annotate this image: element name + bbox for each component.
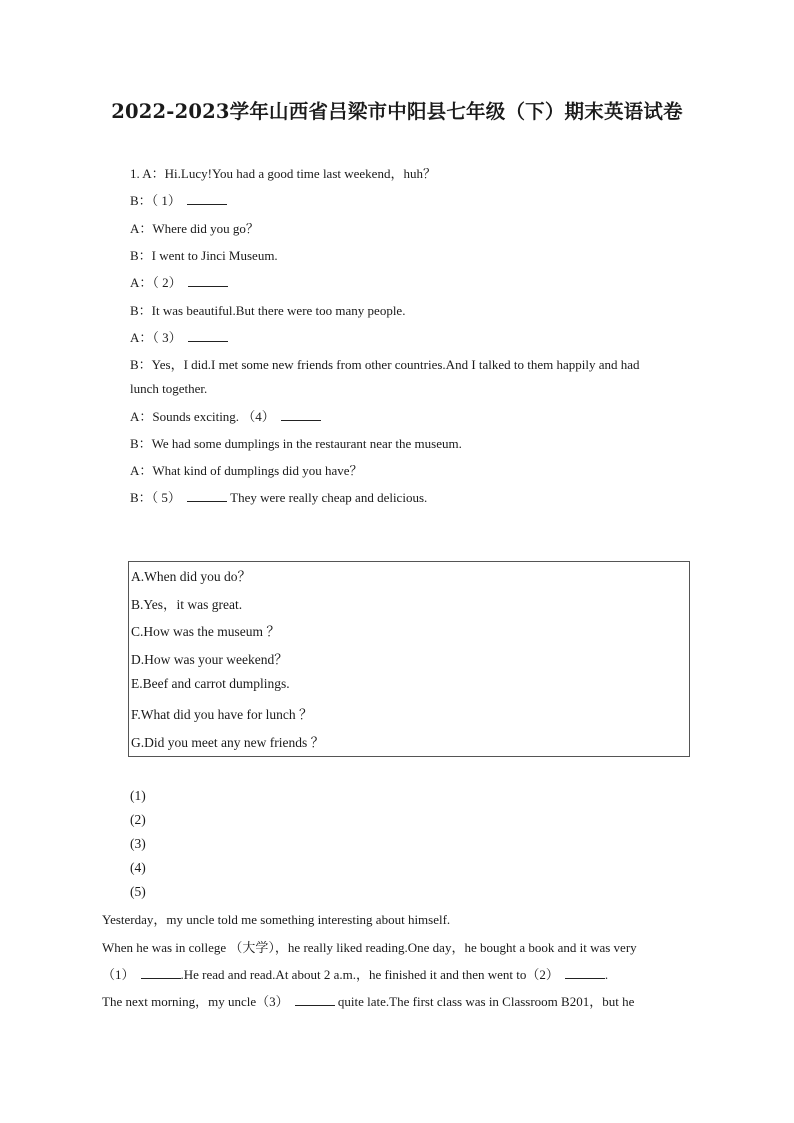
answer-blank[interactable] (187, 193, 227, 205)
dialogue-line (130, 245, 278, 264)
dialogue-line (130, 354, 640, 373)
dialogue-text: B：I went to Jinci Museum. (130, 248, 278, 263)
dialogue-text: B：We had some dumplings in the restaurant near the museum. (130, 436, 462, 451)
dialogue-text: A：Sounds exciting. （4） (130, 409, 275, 424)
option-item: C.How was the museum ？ (131, 624, 280, 639)
option-item: G.Did you meet any new friends ？ (131, 735, 325, 750)
dialogue-text: A：（ 2） (130, 275, 182, 290)
dialogue-text: B：Yes，I did.I met some new friends from other countries.And I talked to them happily and had (130, 357, 640, 372)
passage-line (102, 991, 634, 1010)
answer-number: (2) (130, 812, 146, 827)
dialogue-text: B：It was beautiful.But there were too many people. (130, 303, 406, 318)
dialogue-text-after: They were really cheap and delicious. (230, 490, 428, 505)
dialogue-line (130, 381, 207, 397)
passage-text: . (604, 967, 609, 982)
dialogue-line (130, 327, 228, 346)
dialogue-text: lunch together. (130, 381, 208, 396)
dialogue-text: A：What kind of dumplings did you have？ (130, 463, 363, 478)
dialogue-line (130, 190, 227, 209)
answer-blank[interactable] (295, 994, 335, 1006)
passage-text: quite late.The first class was in Classroom B201，but he (337, 994, 635, 1009)
answer-number: (3) (130, 836, 146, 851)
dialogue-text: 1. A：Hi.Lucy!You had a good time last weekend，huh？ (130, 166, 436, 181)
option-item: E.Beef and carrot dumplings. (131, 676, 290, 691)
passage-line (102, 964, 608, 983)
options-box (128, 561, 690, 757)
passage-text: （1） (102, 967, 135, 982)
dialogue-line (130, 487, 427, 506)
dialogue-line (130, 272, 228, 291)
answer-blank[interactable] (281, 409, 321, 421)
answer-blank[interactable] (187, 490, 227, 502)
option-item: F.What did you have for lunch ？ (131, 707, 313, 722)
page-title: 2022-2023学年山西省吕梁市中阳县七年级（下）期末英语试卷 (111, 100, 683, 123)
dialogue-text: A：（ 3） (130, 330, 182, 345)
answer-blank[interactable] (141, 967, 181, 979)
option-item: B.Yes，it was great. (131, 597, 243, 612)
dialogue-text: B：（ 5） (130, 490, 181, 505)
answer-blank[interactable] (188, 330, 228, 342)
option-item: D.How was your weekend？ (131, 652, 288, 667)
answer-blank[interactable] (188, 275, 228, 287)
option-item: A.When did you do？ (131, 569, 251, 584)
passage-text: .He read and read.At about 2 a.m.，he finished it and then went to（2） (180, 967, 559, 982)
answer-number: (1) (130, 788, 146, 803)
passage-line: Yesterday，my uncle told me something interesting about himself. (102, 912, 451, 927)
answer-blank[interactable] (565, 967, 605, 979)
dialogue-line (130, 218, 259, 237)
dialogue-text: A：Where did you go？ (130, 221, 259, 236)
dialogue-line (130, 406, 321, 425)
answer-number: (4) (130, 860, 146, 875)
dialogue-line (130, 460, 363, 479)
passage-text: The next morning，my uncle（3） (102, 994, 289, 1009)
passage-line: When he was in college （大学），he really liked reading.One day，he bought a book and it was very (102, 940, 637, 955)
dialogue-text: B：（ 1） (130, 193, 181, 208)
dialogue-line (130, 300, 405, 319)
dialogue-line (130, 163, 436, 182)
answer-number: (5) (130, 884, 146, 899)
dialogue-line (130, 433, 462, 452)
